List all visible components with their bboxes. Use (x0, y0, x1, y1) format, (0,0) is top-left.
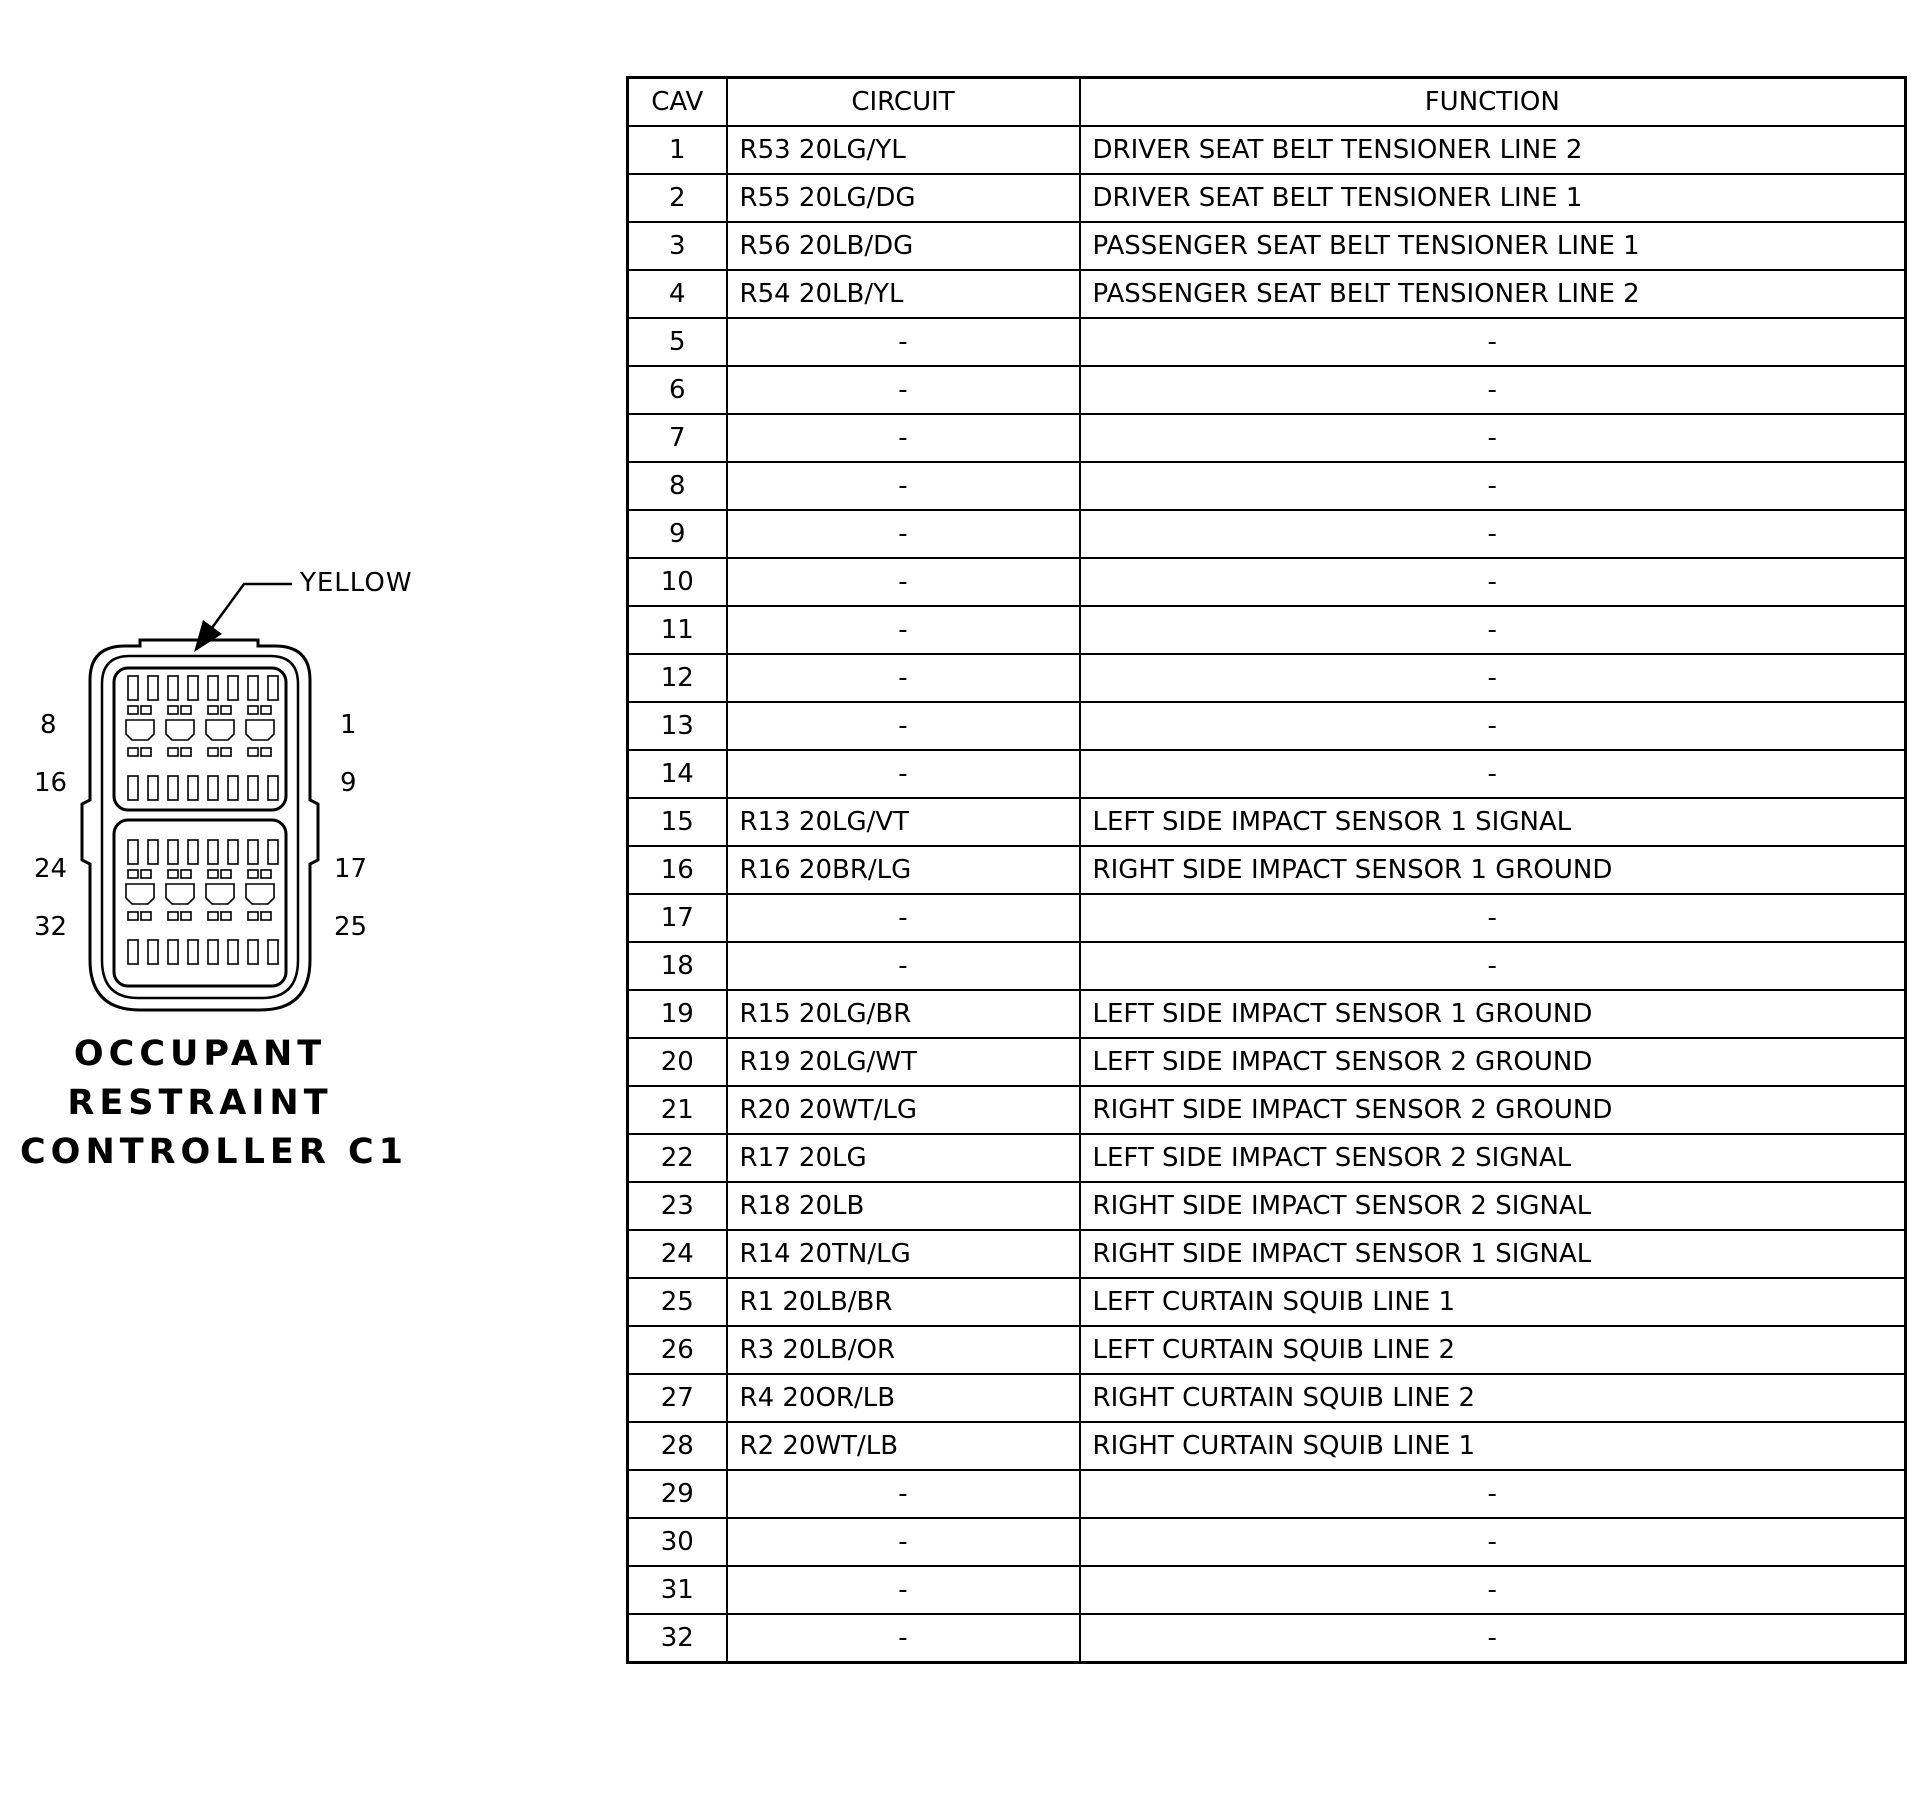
circuit-cell: R55 20LG/DG (727, 174, 1080, 222)
pin-label-9: 9 (340, 768, 357, 798)
table-row (628, 846, 1906, 894)
function-cell: LEFT SIDE IMPACT SENSOR 2 GROUND (1080, 1038, 1906, 1086)
pinout-table (626, 76, 1907, 1664)
circuit-cell: R19 20LG/WT (727, 1038, 1080, 1086)
table-row (628, 174, 1906, 222)
circuit-cell: - (727, 606, 1080, 654)
header-cav: CAV (628, 78, 727, 127)
circuit-cell: R1 20LB/BR (727, 1278, 1080, 1326)
function-cell: - (1080, 318, 1906, 366)
cav-cell: 6 (628, 366, 727, 414)
table-row (628, 1038, 1906, 1086)
cav-cell: 31 (628, 1566, 727, 1614)
function-cell: RIGHT CURTAIN SQUIB LINE 1 (1080, 1422, 1906, 1470)
pin-label-32: 32 (34, 912, 68, 942)
table-row (628, 558, 1906, 606)
connector-color-label: YELLOW (300, 568, 413, 598)
function-cell: RIGHT SIDE IMPACT SENSOR 2 GROUND (1080, 1086, 1906, 1134)
function-cell: - (1080, 750, 1906, 798)
function-cell: RIGHT SIDE IMPACT SENSOR 2 SIGNAL (1080, 1182, 1906, 1230)
cav-cell: 23 (628, 1182, 727, 1230)
function-cell: - (1080, 894, 1906, 942)
table-row (628, 1326, 1906, 1374)
table-row (628, 1518, 1906, 1566)
pin-label-8: 8 (40, 710, 57, 740)
function-cell: - (1080, 510, 1906, 558)
cav-cell: 13 (628, 702, 727, 750)
cav-cell: 22 (628, 1134, 727, 1182)
pin-label-17: 17 (334, 854, 368, 884)
circuit-cell: - (727, 1614, 1080, 1663)
function-cell: PASSENGER SEAT BELT TENSIONER LINE 1 (1080, 222, 1906, 270)
circuit-cell: - (727, 1470, 1080, 1518)
cav-cell: 12 (628, 654, 727, 702)
header-circuit: CIRCUIT (727, 78, 1080, 127)
function-cell: LEFT SIDE IMPACT SENSOR 2 SIGNAL (1080, 1134, 1906, 1182)
circuit-cell: - (727, 318, 1080, 366)
circuit-cell: R17 20LG (727, 1134, 1080, 1182)
table-row (628, 606, 1906, 654)
cav-cell: 11 (628, 606, 727, 654)
function-cell: - (1080, 414, 1906, 462)
table-row (628, 126, 1906, 174)
table-header-row (628, 78, 1906, 127)
table-row (628, 798, 1906, 846)
function-cell: - (1080, 366, 1906, 414)
header-function: FUNCTION (1080, 78, 1906, 127)
pinout-body (628, 126, 1906, 1663)
circuit-cell: - (727, 894, 1080, 942)
function-cell: PASSENGER SEAT BELT TENSIONER LINE 2 (1080, 270, 1906, 318)
function-cell: - (1080, 1614, 1906, 1663)
circuit-cell: - (727, 462, 1080, 510)
table-row (628, 654, 1906, 702)
function-cell: DRIVER SEAT BELT TENSIONER LINE 1 (1080, 174, 1906, 222)
cav-cell: 21 (628, 1086, 727, 1134)
cav-cell: 28 (628, 1422, 727, 1470)
circuit-cell: R20 20WT/LG (727, 1086, 1080, 1134)
circuit-cell: R16 20BR/LG (727, 846, 1080, 894)
function-cell: - (1080, 1566, 1906, 1614)
cav-cell: 20 (628, 1038, 727, 1086)
table-row (628, 366, 1906, 414)
circuit-cell: R3 20LB/OR (727, 1326, 1080, 1374)
table-row (628, 318, 1906, 366)
circuit-cell: R53 20LG/YL (727, 126, 1080, 174)
table-row (628, 1134, 1906, 1182)
table-row (628, 990, 1906, 1038)
connector-diagram (0, 560, 440, 1200)
circuit-cell: R13 20LG/VT (727, 798, 1080, 846)
function-cell: - (1080, 1518, 1906, 1566)
function-cell: - (1080, 1470, 1906, 1518)
table-row (628, 1086, 1906, 1134)
function-cell: RIGHT CURTAIN SQUIB LINE 2 (1080, 1374, 1906, 1422)
connector-name-line-1: OCCUPANT (73, 1034, 327, 1074)
table-row (628, 1230, 1906, 1278)
function-cell: - (1080, 558, 1906, 606)
function-cell: RIGHT SIDE IMPACT SENSOR 1 GROUND (1080, 846, 1906, 894)
function-cell: - (1080, 462, 1906, 510)
function-cell: - (1080, 942, 1906, 990)
cav-cell: 4 (628, 270, 727, 318)
pin-label-24: 24 (34, 854, 68, 884)
function-cell: - (1080, 606, 1906, 654)
function-cell: LEFT CURTAIN SQUIB LINE 1 (1080, 1278, 1906, 1326)
cav-cell: 18 (628, 942, 727, 990)
circuit-cell: - (727, 366, 1080, 414)
cav-cell: 1 (628, 126, 727, 174)
table-row (628, 1566, 1906, 1614)
cav-cell: 15 (628, 798, 727, 846)
cav-cell: 8 (628, 462, 727, 510)
cav-cell: 3 (628, 222, 727, 270)
table-row (628, 1182, 1906, 1230)
cav-cell: 7 (628, 414, 727, 462)
pin-label-16: 16 (34, 768, 68, 798)
connector-name-line-3: CONTROLLER C1 (20, 1132, 408, 1172)
circuit-cell: R2 20WT/LB (727, 1422, 1080, 1470)
pin-label-1: 1 (340, 710, 357, 740)
pin-label-25: 25 (334, 912, 368, 942)
table-row (628, 414, 1906, 462)
function-cell: - (1080, 654, 1906, 702)
cav-cell: 5 (628, 318, 727, 366)
cav-cell: 10 (628, 558, 727, 606)
function-cell: RIGHT SIDE IMPACT SENSOR 1 SIGNAL (1080, 1230, 1906, 1278)
table-row (628, 1614, 1906, 1663)
cav-cell: 9 (628, 510, 727, 558)
circuit-cell: R14 20TN/LG (727, 1230, 1080, 1278)
circuit-cell: - (727, 1518, 1080, 1566)
cav-cell: 17 (628, 894, 727, 942)
circuit-cell: - (727, 702, 1080, 750)
table-row (628, 894, 1906, 942)
connector-name (20, 1030, 408, 1177)
cav-cell: 26 (628, 1326, 727, 1374)
table-row (628, 1470, 1906, 1518)
circuit-cell: R18 20LB (727, 1182, 1080, 1230)
circuit-cell: R56 20LB/DG (727, 222, 1080, 270)
table-row (628, 942, 1906, 990)
cav-cell: 19 (628, 990, 727, 1038)
connector-name-line-2: RESTRAINT (67, 1083, 333, 1123)
cav-cell: 25 (628, 1278, 727, 1326)
circuit-cell: R4 20OR/LB (727, 1374, 1080, 1422)
cav-cell: 29 (628, 1470, 727, 1518)
table-row (628, 462, 1906, 510)
cav-cell: 30 (628, 1518, 727, 1566)
cav-cell: 2 (628, 174, 727, 222)
table-row (628, 1374, 1906, 1422)
table-row (628, 510, 1906, 558)
function-cell: LEFT SIDE IMPACT SENSOR 1 GROUND (1080, 990, 1906, 1038)
cav-cell: 24 (628, 1230, 727, 1278)
table-row (628, 750, 1906, 798)
circuit-cell: - (727, 510, 1080, 558)
table-row (628, 1422, 1906, 1470)
cav-cell: 16 (628, 846, 727, 894)
function-cell: DRIVER SEAT BELT TENSIONER LINE 2 (1080, 126, 1906, 174)
table-row (628, 222, 1906, 270)
circuit-cell: - (727, 558, 1080, 606)
function-cell: LEFT SIDE IMPACT SENSOR 1 SIGNAL (1080, 798, 1906, 846)
circuit-cell: R15 20LG/BR (727, 990, 1080, 1038)
function-cell: LEFT CURTAIN SQUIB LINE 2 (1080, 1326, 1906, 1374)
table-row (628, 270, 1906, 318)
table-row (628, 1278, 1906, 1326)
cav-cell: 27 (628, 1374, 727, 1422)
circuit-cell: - (727, 1566, 1080, 1614)
cav-cell: 32 (628, 1614, 727, 1663)
circuit-cell: - (727, 942, 1080, 990)
cav-cell: 14 (628, 750, 727, 798)
circuit-cell: - (727, 750, 1080, 798)
circuit-cell: - (727, 654, 1080, 702)
table-row (628, 702, 1906, 750)
function-cell: - (1080, 702, 1906, 750)
circuit-cell: R54 20LB/YL (727, 270, 1080, 318)
circuit-cell: - (727, 414, 1080, 462)
